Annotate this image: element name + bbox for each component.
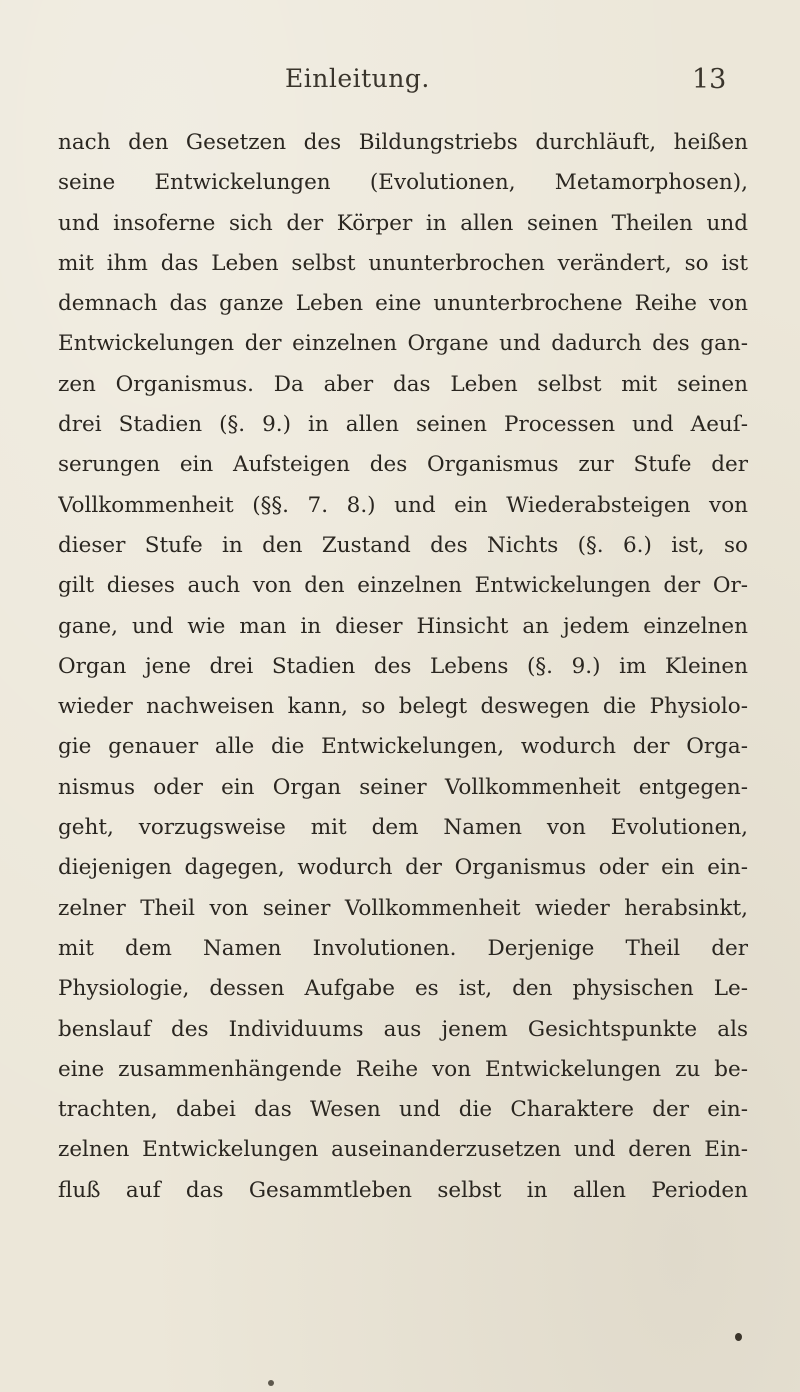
text-line: Physiologie, dessen Aufgabe es ist, den physischen Le- [58, 976, 748, 1002]
text-line: gilt dieses auch von den einzelnen Entwickelungen der Or- [58, 573, 748, 599]
text-line: wieder nachweisen kann, so belegt deswegen die Physiolo- [58, 694, 748, 720]
text-line: Vollkommenheit (§§. 7. 8.) und ein Wiederabsteigen von [58, 492, 748, 518]
body-text [58, 123, 748, 1363]
text-line: Organ jene drei Stadien des Lebens (§. 9.) im Kleinen [58, 653, 748, 679]
page-number: 13 [692, 64, 727, 95]
text-line: eine zusammenhängende Reihe von Entwickelungen zu be- [58, 1056, 748, 1082]
text-line: gane, und wie man in dieser Hinsicht an jedem einzelnen [58, 613, 748, 639]
text-line: Entwickelungen der einzelnen Organe und dadurch des gan- [58, 331, 748, 357]
running-head: Einleitung. [285, 64, 430, 93]
ink-speck [268, 1380, 274, 1386]
text-line: gie genauer alle die Entwickelungen, wodurch der Orga- [58, 734, 748, 760]
text-line: nismus oder ein Organ seiner Vollkommenheit entgegen- [58, 774, 748, 800]
text-line: fluß auf das Gesammtleben selbst in allen Perioden [58, 1177, 748, 1203]
text-line: serungen ein Aufsteigen des Organismus zur Stufe der [58, 452, 748, 478]
ink-speck [735, 1333, 742, 1341]
text-line: geht, vorzugsweise mit dem Namen von Evolutionen, [58, 815, 748, 841]
text-line: dieser Stufe in den Zustand des Nichts (§. 6.) ist, so [58, 532, 748, 558]
text-line: diejenigen dagegen, wodurch der Organismus oder ein ein- [58, 855, 748, 881]
text-line: zelner Theil von seiner Vollkommenheit wieder herabsinkt, [58, 895, 748, 921]
text-line: zelnen Entwickelungen auseinanderzusetzen und deren Ein- [58, 1137, 748, 1163]
text-line: mit dem Namen Involutionen. Derjenige Theil der [58, 935, 748, 961]
text-line: trachten, dabei das Wesen und die Charaktere der ein- [58, 1097, 748, 1123]
text-line: und insoferne sich der Körper in allen seinen Theilen und [58, 210, 748, 236]
text-line: seine Entwickelungen (Evolutionen, Metamorphosen), [58, 170, 748, 196]
text-line: mit ihm das Leben selbst ununterbrochen verändert, so ist [58, 250, 748, 276]
page-header [0, 64, 800, 104]
text-line: drei Stadien (§. 9.) in allen seinen Processen und Aeuſ- [58, 412, 748, 438]
text-line: nach den Gesetzen des Bildungstriebs durchläuft, heißen [58, 130, 748, 155]
text-line: zen Organismus. Da aber das Leben selbst mit seinen [58, 371, 748, 397]
text-line: benslauf des Individuums aus jenem Gesichtspunkte als [58, 1016, 748, 1042]
text-line: demnach das ganze Leben eine ununterbrochene Reihe von [58, 291, 748, 317]
